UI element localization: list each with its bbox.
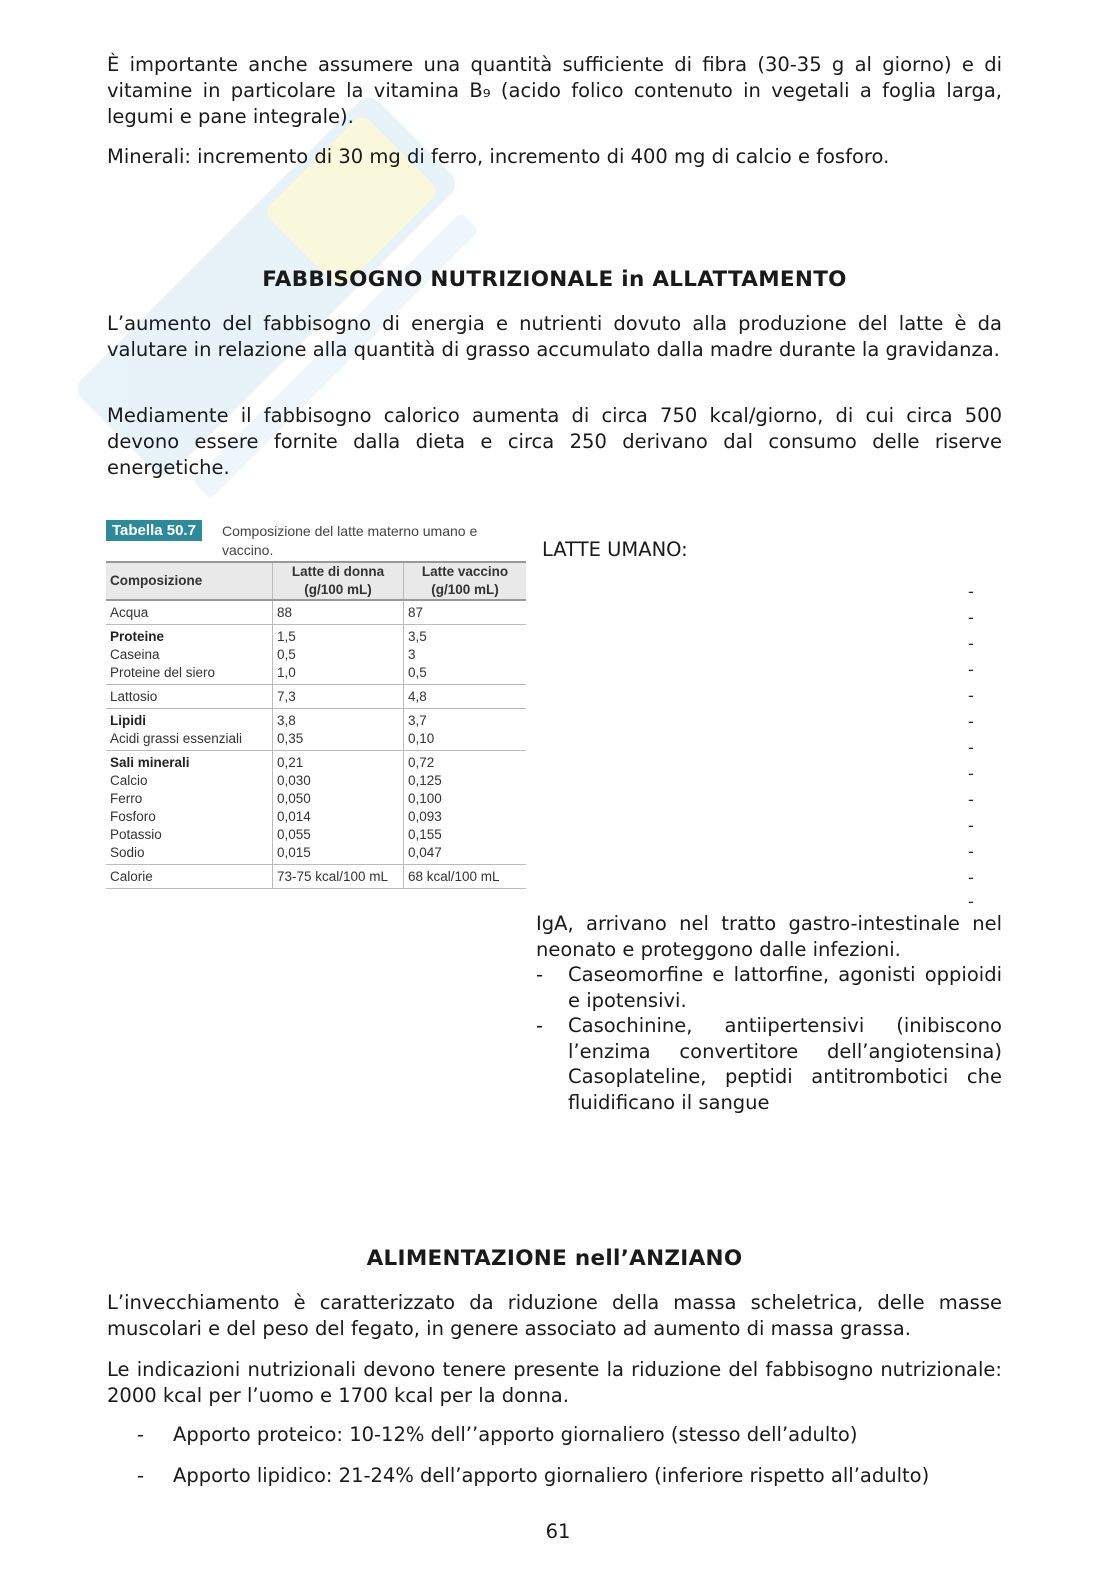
latte-umano-list <box>536 911 1002 1115</box>
list-item-text: Casochinine, antiipertensivi (inibiscono l’enzima convertitore dell’angiotensina) Casoplateline, peptidi antitrombotici che fluidificano il sangue <box>568 1014 1002 1114</box>
latte-umano-label: LATTE UMANO: <box>542 538 688 561</box>
dash-marker: - <box>137 1464 145 1487</box>
dash-marker: - <box>968 660 974 679</box>
dash-marker: - <box>968 790 974 809</box>
dash-marker: - <box>968 634 974 653</box>
list-item <box>536 1013 1002 1115</box>
table-row: Calorie 73-75 kcal/100 mL 68 kcal/100 mL <box>106 865 526 889</box>
dash-marker: - <box>968 842 974 861</box>
dash-marker: - <box>968 868 974 887</box>
dash-marker: - <box>137 1423 145 1446</box>
dash-marker: - <box>536 1014 544 1037</box>
table-row: Acqua 88 87 <box>106 600 526 625</box>
page-number: 61 <box>545 1520 571 1543</box>
paragraph-anziano-2: Le indicazioni nutrizionali devono tenere presente la riduzione del fabbisogno nutrizionale: 2000 kcal per l’uomo e 1700 kcal per la donna. <box>107 1358 1002 1407</box>
dash-marker: - <box>968 764 974 783</box>
dash-marker: - <box>536 963 544 986</box>
paragraph-allattamento-2: Mediamente il fabbisogno calorico aumenta di circa 750 kcal/giorno, di cui circa 500 devono essere fornite dalla dieta e circa 250 derivano dal consumo delle riserve energetiche. <box>107 404 1002 479</box>
bullet-text: Apporto proteico: 10-12% dell’’apporto giornaliero (stesso dell’adulto) <box>173 1423 858 1446</box>
paragraph-fibre: È importante anche assumere una quantità sufficiente di fibra (30-35 g al giorno) e di vitamine in particolare la vitamina B₉ (acido folico contenuto in vegetali a foglia larga, legumi e pane integrale). <box>107 53 1002 128</box>
dash-marker: - <box>968 738 974 757</box>
heading-anziano: ALIMENTAZIONE nell’ANZIANO <box>366 1246 743 1271</box>
heading-allattamento: FABBISOGNO NUTRIZIONALE in ALLATTAMENTO <box>262 267 847 292</box>
table-row: Lattosio 7,3 4,8 <box>106 685 526 709</box>
dash-marker: - <box>968 608 974 627</box>
table-row: Sali minerali Calcio Ferro Fosforo Potassio Sodio 0,21 0,030 0,050 0,014 0,055 0,015 0,72 0,125 0,100 0,093 0,155 0,047 <box>106 751 526 865</box>
table-header-donna: Latte di donna (g/100 mL) <box>273 562 404 600</box>
bullet-text: Apporto lipidico: 21-24% dell’apporto giornaliero (inferiore rispetto all’adulto) <box>173 1464 930 1487</box>
dash-marker: - <box>968 582 974 601</box>
table-header-vaccino: Latte vaccino (g/100 mL) <box>404 562 527 600</box>
dash-marker: - <box>968 892 974 911</box>
paragraph-allattamento-1: L’aumento del fabbisogno di energia e nutrienti dovuto alla produzione del latte è da valutare in relazione alla quantità di grasso accumulato dalla madre durante la gravidanza. <box>107 312 1002 361</box>
dash-marker: - <box>968 816 974 835</box>
table-header-composizione: Composizione <box>106 562 273 600</box>
list-item-text: IgA, arrivano nel tratto gastro-intestinale nel neonato e proteggono dalle infezioni. <box>536 912 1002 961</box>
table-badge: Tabella 50.7 <box>106 520 202 541</box>
list-item-text: Caseomorfine e lattorfine, agonisti oppioidi e ipotensivi. <box>568 963 1002 1012</box>
milk-composition-table <box>106 561 526 889</box>
list-item <box>536 911 1002 962</box>
table-caption: Composizione del latte materno umano e vaccino. <box>222 523 478 558</box>
dash-marker: - <box>968 686 974 705</box>
list-item <box>536 962 1002 1013</box>
paragraph-minerali: Minerali: incremento di 30 mg di ferro, incremento di 400 mg di calcio e fosforo. <box>107 145 890 168</box>
dash-marker: - <box>968 712 974 731</box>
bullet-lipidico <box>137 1464 929 1487</box>
table-row: Proteine Caseina Proteine del siero 1,5 0,5 1,0 3,5 3 0,5 <box>106 625 526 685</box>
paragraph-anziano-1: L’invecchiamento è caratterizzato da riduzione della massa scheletrica, delle masse muscolari e del peso del fegato, in genere associato ad aumento di massa grassa. <box>107 1291 1002 1340</box>
milk-composition-table-figure <box>106 519 526 889</box>
bullet-proteico <box>137 1423 857 1446</box>
table-row: Lipidi Acidi grassi essenziali 3,8 0,35 3,7 0,10 <box>106 709 526 751</box>
